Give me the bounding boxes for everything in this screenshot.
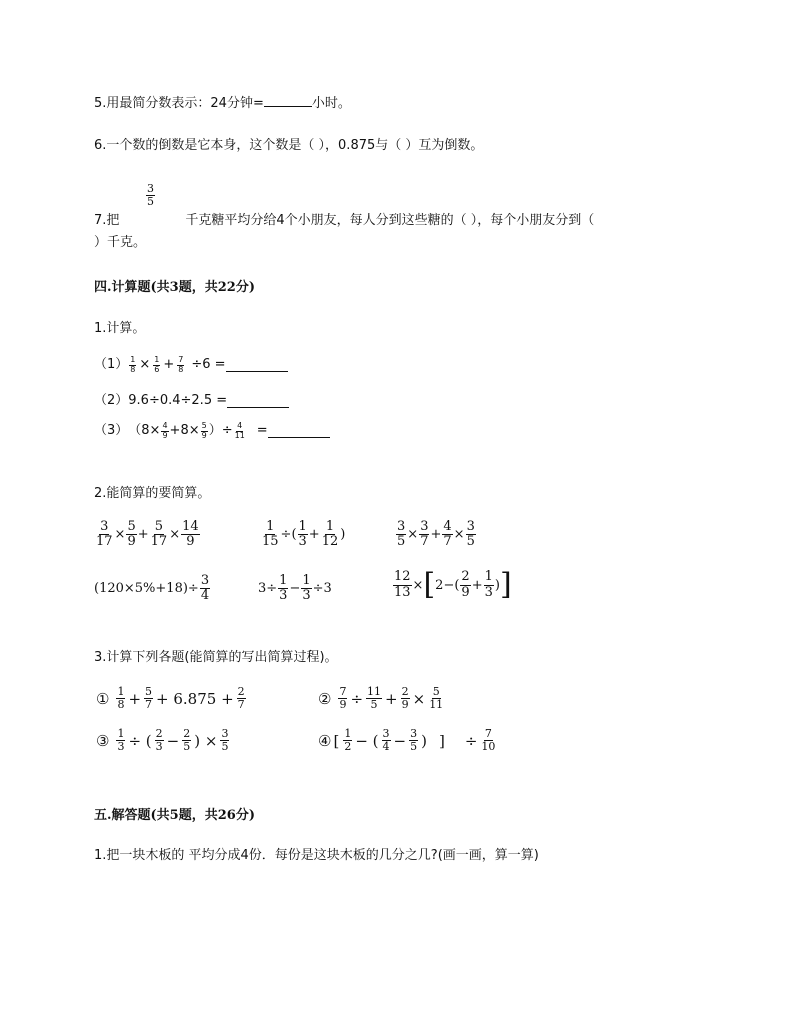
question-5	[94, 94, 351, 113]
section-4-title: 四.计算题(共3题，共22分)	[94, 280, 255, 295]
calc-1-row-1: （1） $\frac{1}{8}$ × $\frac{1}{6}$ + $\frac{7}{8}$ ÷6 =	[94, 356, 288, 375]
calc-2-expr-5: 3÷ $\frac{1}{3}$ − $\frac{1}{3}$ ÷3	[258, 573, 332, 604]
section-5-title: 五.解答题(共5题，共26分)	[94, 808, 255, 823]
calc-3-problem-3: ③ $\frac{1}{3}$ ÷ ( $\frac{2}{3}$ − $\frac{2}{5}$ ) × $\frac{3}{5}$	[96, 727, 229, 754]
calc-1-title: 1.计算。	[94, 321, 146, 336]
answer-blank[interactable]	[264, 94, 312, 107]
calc-2-title: 2.能简算的要简算。	[94, 486, 211, 501]
question-7	[94, 212, 594, 230]
calc-1-row-3: （3） （8× $\frac{4}{9}$ +8× $\frac{5}{9}$ ）÷ $\frac{4}{11}$ =	[94, 422, 330, 441]
q7-line2: ）千克。	[94, 235, 147, 250]
calc-3-title: 3.计算下列各题(能简算的写出简算过程)。	[94, 650, 338, 665]
calc-3-problem-1: ① $\frac{1}{8}$ + $\frac{5}{7}$ + 6.875 + $\frac{2}{7}$	[96, 685, 245, 712]
calc-3-problem-4: ④ [ $\frac{1}{2}$ − ( $\frac{3}{4}$ − $\frac{3}{5}$ ) ] ÷ $\frac{7}{10}$	[318, 727, 496, 754]
answer-blank[interactable]	[268, 425, 330, 438]
q7-text1: 千克糖平均分给4个小朋友，每人分到这些糖的（ ），每个小朋友分到（	[185, 213, 595, 228]
solve-1: 1.把一块木板的 平均分成4份．每份是这块木板的几分之几?(画一画，算一算)	[94, 848, 539, 863]
answer-blank[interactable]	[226, 359, 288, 372]
question-6: 6.一个数的倒数是它本身，这个数是（ ），0.875与（ ）互为倒数。	[94, 138, 484, 153]
answer-blank[interactable]	[227, 395, 289, 408]
calc-2-expr-1: $\frac{3}{17}$ × $\frac{5}{9}$ + $\frac{5}{17}$ × $\frac{14}{9}$	[96, 519, 199, 550]
calc-1-row-2: （2） 9.6÷0.4÷2.5 =	[94, 392, 289, 410]
calc-2-expr-6: $\frac{12}{13}$ × [ 2−( $\frac{2}{9}$ + $\frac{1}{3}$ ) ]	[394, 567, 512, 602]
calc-3-problem-2: ② $\frac{7}{9}$ ÷ $\frac{11}{5}$ + $\frac{2}{9}$ × $\frac{5}{11}$	[318, 685, 444, 712]
calc-2-expr-2: $\frac{1}{15}$ ÷( $\frac{1}{3}$ + $\frac{1}{12}$ )	[262, 519, 346, 550]
q5-text: 5.用最简分数表示：24分钟=	[94, 96, 264, 111]
calc-2-expr-3: $\frac{3}{5}$ × $\frac{3}{7}$ + $\frac{4}{7}$ × $\frac{3}{5}$	[397, 519, 475, 550]
q7-prefix: 7.把	[94, 213, 120, 228]
q5-unit: 小时。	[311, 96, 351, 111]
q7-fraction: $\frac{3}{5}$	[147, 182, 154, 209]
calc-2-expr-4: (120×5%+18)÷ $\frac{3}{4}$	[94, 573, 210, 604]
